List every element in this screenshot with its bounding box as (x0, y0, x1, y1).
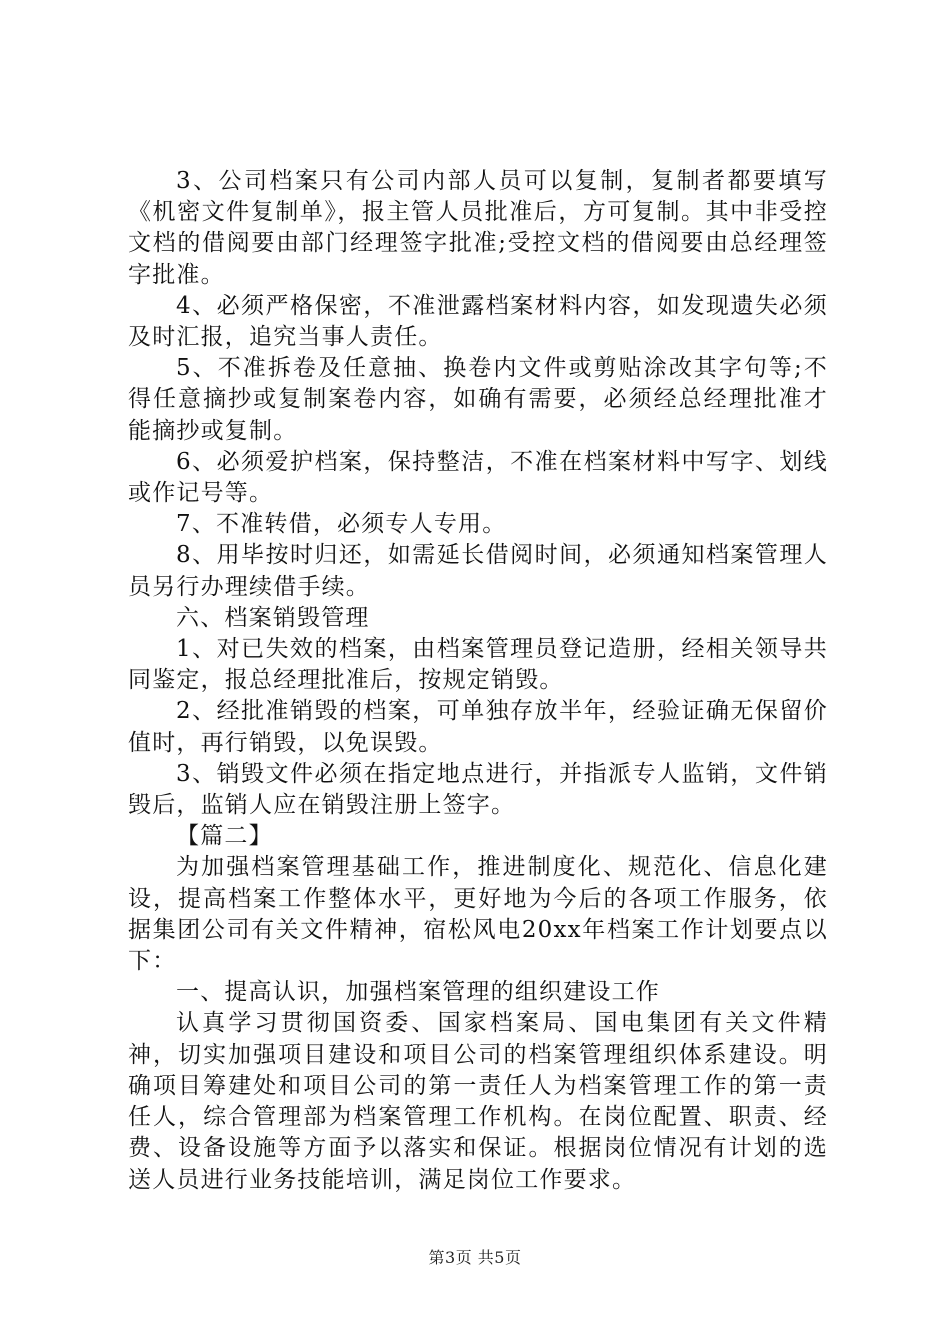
section-heading-1: 一、提高认识，加强档案管理的组织建设工作 (176, 979, 660, 1006)
paragraph-5: 7、不准转借，必须专人专用。 (176, 511, 507, 538)
paragraph-4: 6、必须爱护档案，保持整洁，不准在档案材料中写字、划线或作记号等。 (128, 448, 828, 507)
paragraph-7: 1、对已失效的档案，由档案管理员登记造册，经相关领导共同鉴定，报总经理批准后，按规定销毁。 (128, 636, 828, 694)
paragraph-2: 4、必须严格保密，不准泄露档案材料内容，如发现遗失必须及时汇报，追究当事人责任。 (128, 292, 828, 351)
section-heading-6: 六、档案销毁管理 (176, 604, 370, 631)
paragraph-6: 8、用毕按时归还，如需延长借阅时间，必须通知档案管理人员另行办理续借手续。 (128, 542, 828, 600)
paragraph-3: 5、不准拆卷及任意抽、换卷内文件或剪贴涂改其字句等;不得任意摘抄或复制案卷内容，如确有需要，必须经总经理批准才能摘抄或复制。 (128, 355, 828, 444)
document-body (128, 166, 828, 1196)
part-heading-2: 【篇二】 (176, 823, 273, 850)
paragraph-1: 3、公司档案只有公司内部人员可以复制，复制者都要填写《机密文件复制单》，报主管人员批准后，方可复制。其中非受控文档的借阅要由部门经理签字批准;受控文档的借阅要由总经理签字批准。 (128, 168, 828, 288)
paragraph-10: 为加强档案管理基础工作，推进制度化、规范化、信息化建设，提高档案工作整体水平，更好地为今后的各项工作服务，依据集团公司有关文件精神，宿松风电20xx年档案工作计划要点以下： (128, 854, 828, 975)
paragraph-9: 3、销毁文件必须在指定地点进行，并指派专人监销，文件销毁后，监销人应在销毁注册上签字。 (128, 760, 828, 819)
paragraph-8: 2、经批准销毁的档案，可单独存放半年，经验证确无保留价值时，再行销毁，以免误毁。 (128, 698, 828, 756)
paragraph-11: 认真学习贯彻国资委、国家档案局、国电集团有关文件精神，切实加强项目建设和项目公司的档案管理组织体系建设。明确项目筹建处和项目公司的第一责任人为档案管理工作的第一责任人，综合管理部为档案管理工作机构。在岗位配置、职责、经费、设备设施等方面予以落实和保证。根据岗位情况有计划的选送人员进行业务技能培训，满足岗位工作要求。 (128, 1010, 828, 1193)
page-number-footer: 第3页 共5页 (428, 1248, 522, 1267)
